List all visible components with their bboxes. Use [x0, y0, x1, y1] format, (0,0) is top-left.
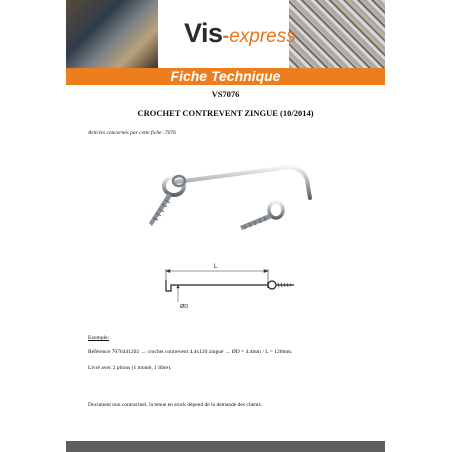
product-reference: VS7076 — [211, 89, 240, 99]
workshop-photo — [66, 0, 158, 68]
example-heading: Exemple: — [88, 335, 110, 341]
eye-screw-mounted — [149, 177, 184, 226]
product-title: CROCHET CONTREVENT ZINGUE (10/2014) — [137, 108, 314, 118]
product-photo — [132, 160, 322, 240]
disclaimer: Document non contractuel, la tenue en stock dépend de la demande des clients. — [88, 402, 263, 408]
banner-title: Fiche Technique — [170, 68, 281, 84]
header-banner — [66, 0, 385, 68]
screws-photo — [289, 0, 385, 68]
diameter-label: ØD — [180, 304, 189, 310]
concerned-articles: Articles concernés par cette fiche :7076 — [88, 130, 176, 136]
technical-drawing — [158, 258, 298, 314]
datasheet-page — [66, 0, 385, 452]
example-line-1: Référence 7076441202 → crochet contrevent 4.4x120 zingué → ØD = 4.4mm / L = 120mm. — [88, 349, 293, 355]
logo-main-text: Vis — [184, 18, 223, 48]
fiche-technique-bar — [66, 68, 385, 85]
logo-accent-text: express — [229, 26, 296, 47]
hook-rod — [173, 168, 310, 199]
logo-dash: - — [222, 25, 230, 47]
footer-bar — [66, 441, 385, 452]
example-line-2: Livré avec 2 pitons (1 monté, 1 libre). — [88, 365, 172, 371]
vis-express-logo — [184, 18, 296, 49]
eye-screw-loose — [240, 202, 283, 230]
length-label: L — [214, 264, 218, 270]
